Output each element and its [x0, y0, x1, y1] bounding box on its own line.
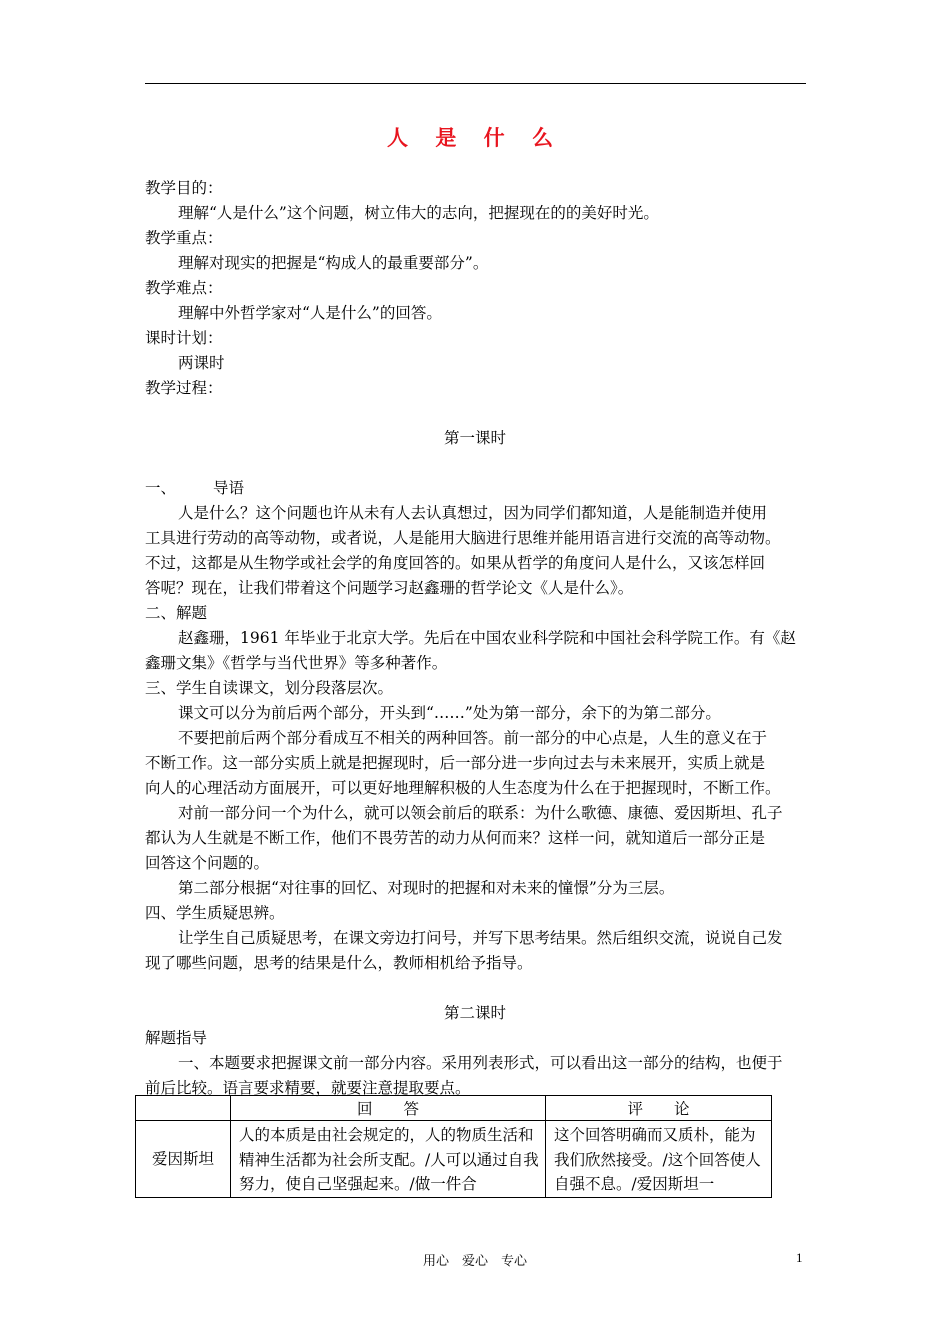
paragraph-line: 不要把前后两个部分看成互不相关的两种回答。前一部分的中心点是，人生的意义在于 — [178, 729, 768, 747]
section1-number: 一、 — [145, 479, 177, 497]
header-rule — [145, 83, 806, 84]
table-header-blank — [136, 1096, 231, 1121]
paragraph-line: 第二部分根据“对往事的回忆、对现时的把握和对未来的憧憬”分为三层。 — [178, 879, 675, 897]
plan-heading: 课时计划： — [145, 329, 223, 347]
paragraph-line: 赵鑫珊，1961 年毕业于北京大学。先后在中国农业科学院和中国社会科学院工作。有《赵 — [178, 629, 796, 647]
table-header-comment: 评 论 — [546, 1096, 772, 1121]
lesson2-heading: 第二课时 — [443, 1004, 506, 1022]
paragraph-line: 课文可以分为前后两个部分，开头到“……”处为第一部分，余下的为第二部分。 — [178, 704, 721, 722]
table-cell-name — [136, 1121, 231, 1198]
paragraph-line: 现了哪些问题，思考的结果是什么，教师相机给予指导。 — [145, 954, 533, 972]
document-title: 人 是 什 么 — [387, 125, 563, 150]
paragraph-line: 对前一部分问一个为什么，就可以领会前后的联系：为什么歌德、康德、爱因斯坦、孔子 — [178, 804, 783, 822]
paragraph-line: 答呢？现在，让我们带着这个问题学习赵鑫珊的哲学论文《人是什么》。 — [145, 579, 634, 597]
paragraph-line: 让学生自己质疑思考，在课文旁边打问号，并写下思考结果。然后组织交流，说说自己发 — [178, 929, 783, 947]
paragraph-line: 回答这个问题的。 — [145, 854, 270, 872]
table-cell-name-text: 爱因斯坦 — [151, 1149, 214, 1168]
table-row — [136, 1121, 772, 1198]
table-cell-comment — [546, 1121, 772, 1198]
table-cell-comment-text: 这个回答明确而又质朴，能为我们欣然接受。/这个回答使人自强不息。/爱因斯坦一 — [554, 1126, 761, 1193]
section1-title: 导语 — [213, 479, 245, 497]
paragraph-line: 鑫珊文集》《哲学与当代世界》等多种著作。 — [145, 654, 448, 672]
paragraph-line: 前后比较。语言要求精要，就要注意提取要点。 — [145, 1079, 471, 1097]
table-header-row — [136, 1096, 772, 1121]
goal-text: 理解“人是什么”这个问题，树立伟大的志向，把握现在的的美好时光。 — [178, 204, 659, 222]
paragraph-line: 一、本题要求把握课文前一部分内容。采用列表形式，可以看出这一部分的结构，也便于 — [178, 1054, 783, 1072]
lesson1-heading: 第一课时 — [443, 429, 506, 447]
footer-motto: 用心 爱心 专心 — [422, 1254, 527, 1269]
key-heading: 教学重点： — [145, 229, 223, 247]
key-text: 理解对现实的把握是“构成人的最重要部分”。 — [178, 254, 489, 272]
table-cell-answer-text: 人的本质是由社会规定的，人的物质生活和精神生活都为社会所支配。/人可以通过自我努力，使自己坚强起来。/做一件合 — [239, 1126, 539, 1193]
paragraph-line: 工具进行劳动的高等动物，或者说，人是能用大脑进行思维并能用语言进行交流的高等动物。 — [145, 529, 781, 547]
paragraph-line: 不断工作。这一部分实质上就是把握现时，后一部分进一步向过去与未来展开，实质上就是 — [145, 754, 766, 772]
section2-heading: 二、解题 — [145, 604, 208, 622]
paragraph-line: 不过，这都是从生物学或社会学的角度回答的。如果从哲学的角度问人是什么，又该怎样回 — [145, 554, 766, 572]
table-cell-answer — [231, 1121, 546, 1198]
paragraph-line: 向人的心理活动方面展开，可以更好地理解积极的人生态度为什么在于把握现时，不断工作。 — [145, 779, 781, 797]
page-number: 1 — [796, 1250, 803, 1265]
process-heading: 教学过程： — [145, 379, 223, 397]
comparison-table — [135, 1095, 772, 1198]
difficulty-heading: 教学难点： — [145, 279, 223, 297]
section3-heading: 三、学生自读课文，划分段落层次。 — [145, 679, 394, 697]
guide-heading: 解题指导 — [145, 1029, 208, 1047]
paragraph-line: 人是什么？这个问题也许从未有人去认真想过，因为同学们都知道，人是能制造并使用 — [178, 504, 768, 522]
difficulty-text: 理解中外哲学家对“人是什么”的回答。 — [178, 304, 442, 322]
paragraph-line: 都认为人生就是不断工作，他们不畏劳苦的动力从何而来？这样一问，就知道后一部分正是 — [145, 829, 766, 847]
goal-heading: 教学目的： — [145, 179, 223, 197]
plan-text: 两课时 — [178, 354, 225, 372]
table-header-answer: 回 答 — [231, 1096, 546, 1121]
section4-heading: 四、学生质疑思辨。 — [145, 904, 285, 922]
